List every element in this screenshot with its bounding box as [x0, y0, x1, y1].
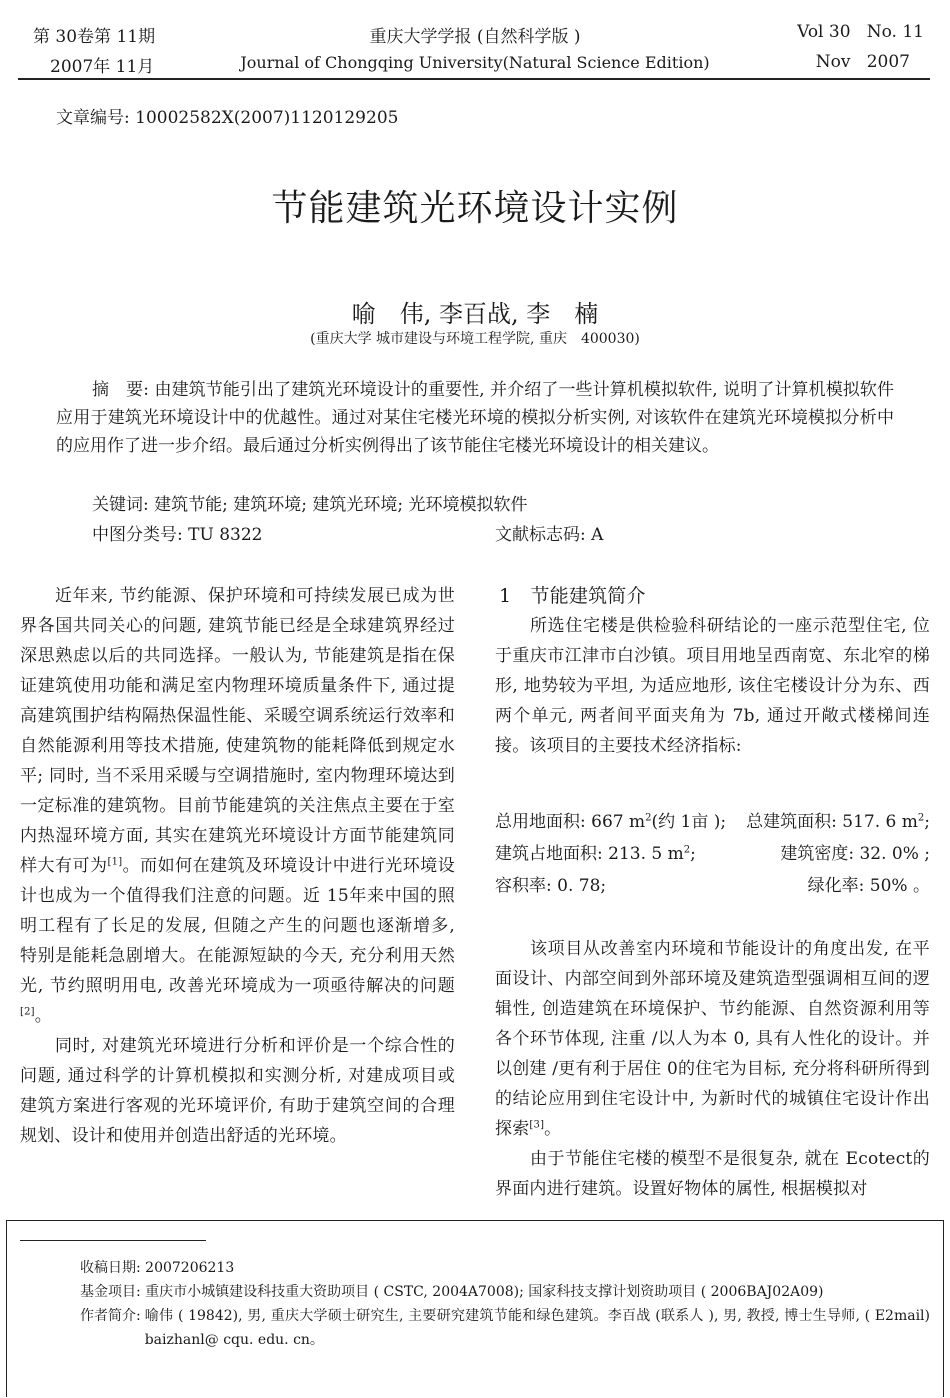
author-bio: 喻伟 ( 19842), 男, 重庆大学硕士研究生, 主要研究建筑节能和绿色建筑。李百战 (联系人 ), 男, 教授, 博士生导师, ( E2mail) baizhanl@ cqu. edu. cn。	[144, 1308, 930, 1348]
floor-area: 总建筑面积: 517. 6 m	[746, 812, 918, 832]
indicator-row	[495, 806, 930, 838]
site-area-tail: (约 1亩 );	[651, 812, 727, 832]
article-number: 文章编号: 10002582X(2007)1120129205	[56, 108, 399, 128]
design-paragraph-end: 。	[544, 1119, 562, 1139]
abstract-label: 摘 要:	[92, 380, 149, 400]
floor-area-tail: ;	[924, 812, 930, 832]
journal-cn: 重庆大学学报 (自然科学版 )	[369, 27, 581, 47]
abstract-text: 由建筑节能引出了建筑光环境设计的重要性, 并介绍了一些计算机模拟软件, 说明了计算机模拟软件应用于建筑光环境设计中的优越性。通过对某住宅楼光环境的模拟分析实例, 对该软件在建筑光环境模拟分析中的应用作了进一步介绍。最后通过分析实例得出了该节能住宅楼光环境设计的相关建议。	[56, 380, 894, 456]
economic-indicators	[495, 806, 930, 902]
design-paragraph: 该项目从改善室内环境和节能设计的角度出发, 在平面设计、内部空间到外部环境及建筑造型强调相互间的逻辑性, 创造建筑在环境保护、节约能源、自然资源利用等各个环节体现, 注重 /以人为本 0, 具有人性化的设计。并以创建 /更有利于居住 0的住宅为目标, 充分将科研所得到的结论应用到住宅设计中, 为新时代的城镇住宅设计作出探索	[495, 939, 930, 1139]
superscript: 2	[645, 812, 652, 824]
volume-cn: 第 30卷第 11期	[33, 27, 156, 47]
intro-paragraph-cont: 。而如何在建筑及环境设计中进行光环境设计也成为一个值得我们注意的问题。近 15年来中国的照明工程有了长足的发展, 但随之产生的问题也逐渐增多, 特别是能耗急剧增大。在能源短缺的今天, 充分利用天然光, 节约照明用电, 改善光环境成为一项亟待解决的问题	[20, 856, 455, 996]
fund-info	[80, 1280, 930, 1304]
floor-area-ratio: 容积率: 0. 78;	[495, 876, 607, 896]
journal-en: Journal of Chongqing University(Natural Science Edition)	[240, 53, 710, 72]
date-cn: 2007年 11月	[50, 57, 155, 77]
header-rule	[18, 78, 930, 80]
footprint-area: 建筑占地面积: 213. 5 m	[495, 844, 684, 864]
abstract	[56, 376, 894, 460]
article-title: 节能建筑光环境设计实例	[271, 188, 679, 229]
right-column-lower	[495, 934, 930, 1204]
model-paragraph: 由于节能住宅楼的模型不是很复杂, 就在 Ecotect的界面内进行建筑。设置好物体的属性, 根据模拟对	[495, 1149, 930, 1199]
project-paragraph: 所选住宅楼是供检验科研结论的一座示范型住宅, 位于重庆市江津市白沙镇。项目用地呈西南宽、东北窄的梯形, 地势较为平坦, 为适应地形, 该住宅楼设计分为东、西两个单元, 两者间平面夹角为 7b, 通过开敞式楼梯间连接。该项目的主要技术经济指标:	[495, 616, 930, 756]
intro-paragraph: 近年来, 节约能源、保护环境和可持续发展已成为世界各国共同关心的问题, 建筑节能已经是全球建筑界经过深思熟虑以后的共同选择。一般认为, 节能建筑是指在保证建筑使用功能和满足室内物理环境质量条件下, 通过提高建筑围护结构隔热保温性能、采暖空调系统运行效率和自然能源利用等技术措施, 使建筑物的能耗降低到规定水平; 同时, 当不采用采暖与空调措施时, 室内物理环境达到一定标准的建筑物。目前节能建筑的关注焦点主要在于室内热湿环境方面, 其实在建筑光环境设计方面节能建筑同样大有可为	[20, 586, 455, 876]
analysis-paragraph: 同时, 对建筑光环境进行分析和评价是一个综合性的问题, 通过科学的计算机模拟和实测分析, 对建成项目或建筑方案进行客观的光环境评价, 有助于建筑空间的合理规划、设计和使用并创造出舒适的光环境。	[20, 1036, 455, 1146]
site-area: 总用地面积: 667 m	[495, 812, 646, 832]
left-column	[20, 581, 455, 1151]
author-label: 作者简介:	[80, 1308, 141, 1324]
clc-number: 中图分类号: TU 8322	[92, 525, 263, 545]
superscript: 2	[683, 844, 691, 856]
volume-en: Vol 30 No. 11	[797, 22, 924, 42]
footprint-tail: ;	[690, 844, 696, 864]
footnote-rule	[20, 1240, 206, 1241]
document-code: 文献标志码: A	[495, 525, 604, 545]
indicator-row	[495, 870, 930, 902]
fund-label: 基金项目:	[80, 1284, 141, 1300]
received-value: 2007206213	[145, 1260, 235, 1276]
intro-paragraph-end: 。	[34, 1006, 52, 1026]
citation-1: [1]	[107, 856, 123, 868]
right-column	[495, 581, 930, 761]
keywords: 关键词: 建筑节能; 建筑环境; 建筑光环境; 光环境模拟软件	[92, 495, 528, 515]
affiliation: (重庆大学 城市建设与环境工程学院, 重庆 400030)	[310, 331, 640, 347]
fund-value: 重庆市小城镇建设科技重大资助项目 ( CSTC, 2004A7008); 国家科技支撑计划资助项目 ( 2006BAJ02A09)	[145, 1284, 824, 1300]
indicator-row	[495, 838, 930, 870]
section-title: 1 节能建筑简介	[499, 585, 646, 607]
building-density: 建筑密度: 32. 0% ;	[780, 844, 930, 864]
green-ratio: 绿化率: 50% 。	[807, 876, 930, 896]
footnotes	[80, 1256, 930, 1352]
citation-3: [3]	[529, 1119, 545, 1131]
received-label: 收稿日期:	[80, 1260, 141, 1276]
authors: 喻 伟, 李百战, 李 楠	[351, 300, 599, 328]
superscript: 2	[917, 812, 925, 824]
received-date	[80, 1256, 930, 1280]
citation-2: [2]	[20, 1006, 35, 1018]
author-info	[80, 1304, 930, 1352]
date-en: Nov 2007	[815, 52, 910, 72]
